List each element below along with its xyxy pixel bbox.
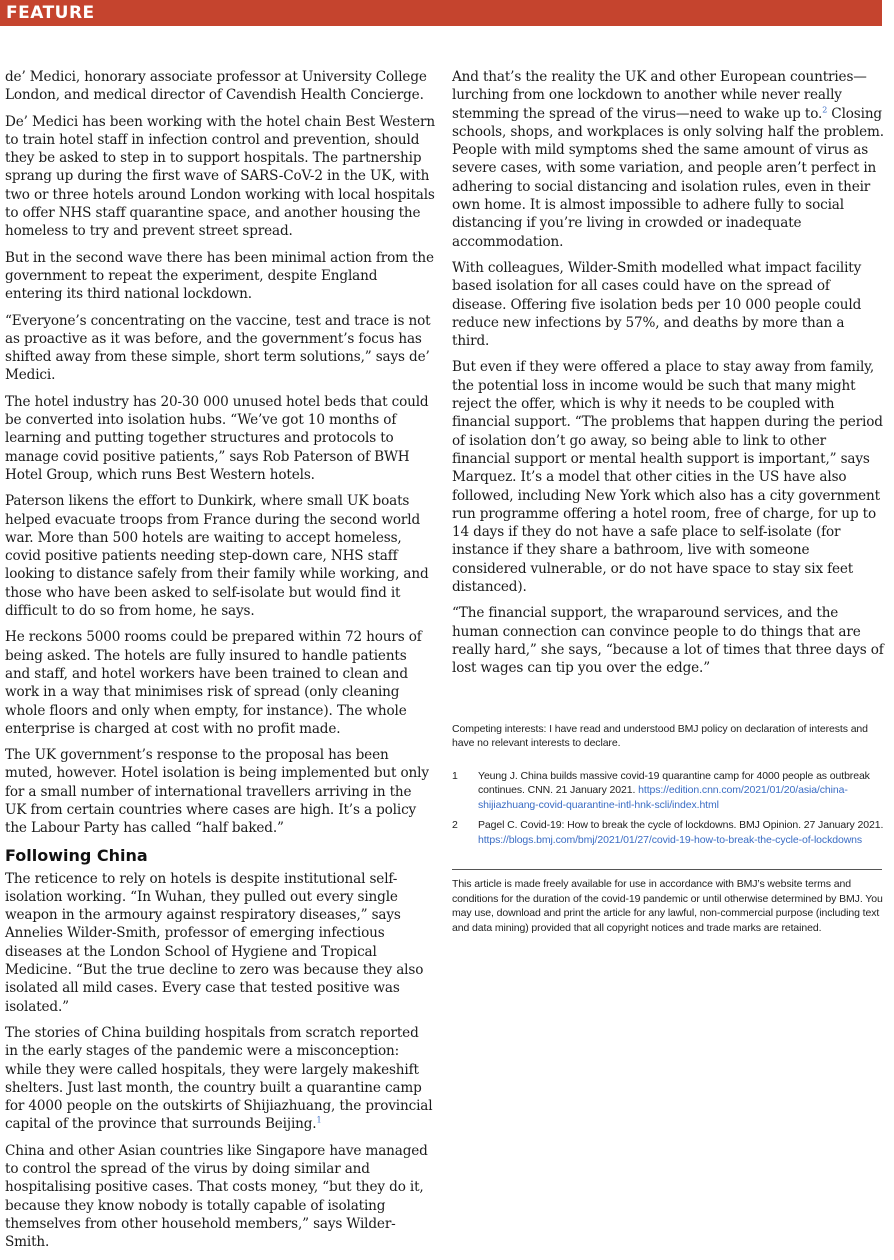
reference-item: [452, 769, 884, 813]
reference-text: Yeung J. China builds massive covid-19 quarantine camp for 4000 people as outbreak continues. CNN. 21 January 2021.: [478, 769, 870, 796]
paragraph-text: The stories of China building hospitals from scratch reported in the early stages of the pandemic were a misconception: while they were called hospitals, they were largely makeshift shelters. Just last month, the country built a quarantine camp for 4000 people on the outskirts of Shijiazhuang, the provincial capital of the province that surrounds Beijing.: [5, 1024, 433, 1133]
body-paragraph: [5, 1024, 435, 1134]
body-paragraph: “Everyone’s concentrating on the vaccine, test and trace is not as proactive as it was before, and the government’s focus has shifted away from these simple, short term solutions,” says de’ Medici.: [5, 312, 431, 384]
divider: [452, 869, 882, 870]
body-paragraph: Paterson likens the effort to Dunkirk, where small UK boats helped evacuate troops from France during the second world war. More than 500 hotels are waiting to accept homeless, covid positive patients needing step-down care, NHS staff looking to distance safely from their family while working, and those who have been asked to self-isolate but would find it difficult to do so from home, he says.: [5, 493, 429, 620]
paragraph-text: Closing schools, shops, and workplaces is only solving half the problem. People with mild symptoms shed the same amount of virus as severe cases, with some variation, and people aren’t perfect in adhering to social distancing and isolation rules, even in their own home. It is almost impossible to adhere fully to social distancing if you’re living in crowded or inadequate accommodation.: [452, 105, 884, 250]
reference-number: 1: [452, 769, 458, 782]
reference-list: [452, 769, 884, 848]
reference-url-link[interactable]: https://blogs.bmj.com/bmj/2021/01/27/covid-19-how-to-break-the-cycle-of-lockdowns: [478, 833, 863, 846]
body-paragraph: The hotel industry has 20-30 000 unused hotel beds that could be converted into isolation hubs. “We’ve got 10 months of learning and putting together structures and protocols to manage covid positive patients,” says Rob Paterson of BWH Hotel Group, which runs Best Western hotels.: [5, 393, 429, 483]
body-paragraph: With colleagues, Wilder-Smith modelled what impact facility based isolation for all cases could have on the spread of disease. Offering five isolation beds per 10 000 people could reduce new infections by 57%, and deaths by more than a third.: [452, 259, 862, 350]
body-paragraph: But in the second wave there has been minimal action from the government to repeat the experiment, despite England entering its third national lockdown.: [5, 249, 434, 303]
body-paragraph: But even if they were offered a place to stay away from family, the potential loss in income would be such that many might reject the offer, which is why it needs to be coupled with financial support. “The problems that happen during the period of isolation don’t go away, so being able to link to other financial support or mental health support is important,” says Marquez. It’s a model that other cities in the US have also followed, including New York which also has a city government run programme offering a hotel room, free of charge, for up to 14 days if they do not have a safe place to self-isolate (for instance if they share a bathroom, live with someone considered vulnerable, or do not have space to stay six feet distanced).: [452, 359, 883, 596]
reference-item: [452, 818, 884, 847]
section-label: FEATURE: [6, 3, 95, 23]
body-paragraph: The UK government’s response to the proposal has been muted, however. Hotel isolation is being implemented but only for a small number of international travellers arriving in the UK from certain countries where cases are high. It’s a policy the Labour Party has called “half baked.”: [5, 747, 429, 837]
body-paragraph: The reticence to rely on hotels is despite institutional self-isolation working. “In Wuhan, they pulled out every single weapon in the armoury against respiratory diseases,” says Annelies Wilder-Smith, professor of emerging infectious diseases at the London School of Hygiene and Tropical Medicine. “But the true decline to zero was because they also isolated all mild cases. Every case that tested positive was isolated.”: [5, 870, 424, 1015]
license-notice: This article is made freely available for use in accordance with BMJ’s website terms and conditions for the duration of the covid-19 pandemic or until otherwise determined by BMJ. You may use, download and print the article for any lawful, non-commercial purpose (including text and data mining) provided that all copyright notices and trade marks are retained.: [452, 878, 883, 934]
body-paragraph: de’ Medici, honorary associate professor at University College London, and medical director of Cavendish Health Concierge.: [5, 69, 427, 104]
body-paragraph: De’ Medici has been working with the hotel chain Best Western to train hotel staff in infection control and prevention, should they be asked to step in to support hospitals. The partnership sprang up during the first wave of SARS-CoV-2 in the UK, with two or three hotels around London working with local hospitals to offer NHS staff quarantine space, and another housing the homeless to try and prevent street spread.: [5, 113, 435, 240]
section-subheading: Following China: [5, 845, 148, 865]
reference-url-link[interactable]: https://edition.cnn.com/2021/01/20/asia/china-shijiazhuang-covid-quarantine-intl-hnk-scli/index.html: [478, 784, 848, 811]
reference-link-1[interactable]: 1: [316, 1115, 322, 1125]
paragraph-text: And that’s the reality the UK and other European countries—lurching from one lockdown to another while never really stemming the spread of the virus—need to wake up to.: [452, 69, 867, 122]
competing-interests: Competing interests: I have read and understood BMJ policy on declaration of interests and have no relevant interests to declare.: [452, 722, 868, 749]
left-column: [5, 68, 435, 1260]
reference-number: 2: [452, 819, 458, 831]
right-column: [452, 68, 884, 935]
reference-text: Pagel C. Covid-19: How to break the cycle of lockdowns. BMJ Opinion. 27 January 2021.: [478, 819, 884, 831]
reference-link-2[interactable]: 2: [822, 105, 828, 115]
section-banner: [0, 0, 882, 26]
body-paragraph: [452, 68, 884, 251]
body-paragraph: China and other Asian countries like Singapore have managed to control the spread of the virus by doing similar and hospitalising positive cases. That costs money, “but they do it, because they know nobody is totally capable of isolating themselves from other household members,” says Wilder-Smith.: [5, 1142, 428, 1251]
body-paragraph: He reckons 5000 rooms could be prepared within 72 hours of being asked. The hotels are fully insured to handle patients and staff, and hotel workers have been trained to clean and work in a way that minimises risk of spread (only cleaning whole floors and only when empty, for instance). The whole enterprise is charged at cost with no profit made.: [5, 629, 422, 737]
body-paragraph: “The financial support, the wraparound services, and the human connection can convince people to do things that are really hard,” she says, “because a lot of times that three days of lost wages can tip you over the edge.”: [452, 605, 884, 677]
